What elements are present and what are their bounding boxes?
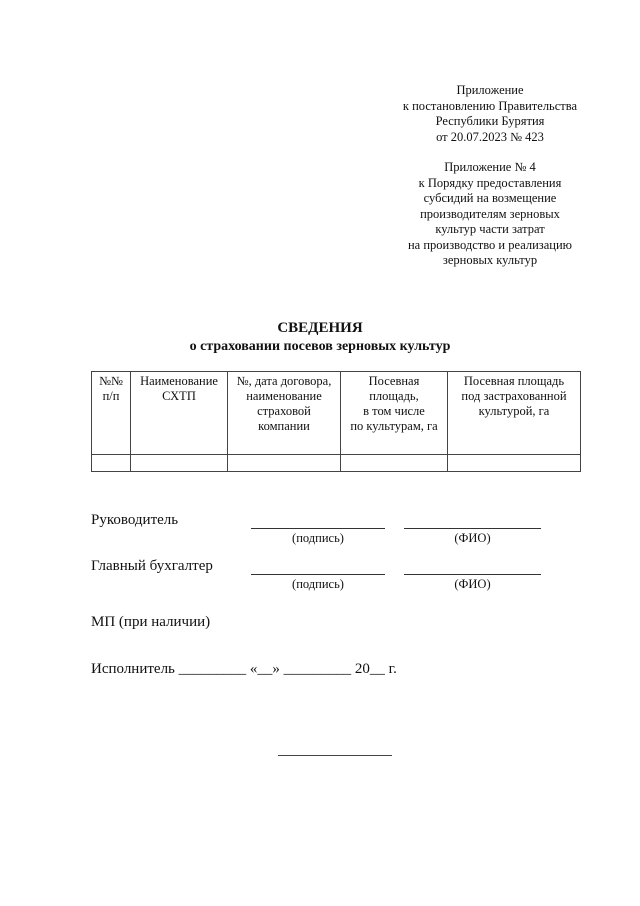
header-text: Посевная [368,374,420,388]
table-cell[interactable] [448,455,581,472]
name-caption: (ФИО) [454,577,491,591]
appendix-line: Республики Бурятия [435,114,545,128]
header-text: площадь, [369,389,419,403]
head-label: Руководитель [91,512,179,528]
table-row [92,455,581,472]
header-text: компании [258,419,310,433]
appendix-line: Приложение [456,83,524,97]
header-text: культурой, га [478,404,550,418]
appendix-line: производителям зерновых [420,206,560,221]
head-signature-line[interactable] [251,528,385,529]
header-cell-contract [228,372,341,455]
header-text: №, дата договора, [236,374,332,388]
appendix-line: от 20.07.2023 № 423 [436,129,544,144]
appendix-line: на производство и реализацию [407,237,572,252]
header-text: в том числе [363,404,425,418]
signature-caption: (подпись) [292,577,344,591]
accountant-signature-line[interactable] [251,574,385,575]
stamp-label: МП (при наличии) [91,614,211,630]
header-text: под застрахованной [461,389,567,403]
document-subtitle: о страховании посевов зерновых культур [189,339,451,354]
insurance-table [91,371,581,472]
header-text: по культурам, га [350,419,438,433]
appendix-line: субсидий на возмещение [423,191,557,205]
table-cell[interactable] [92,455,131,472]
accountant-label: Главный бухгалтер [91,558,213,574]
appendix-line: культур части затрат [435,222,545,236]
appendix-line: Приложение № 4 [444,160,536,174]
table-cell[interactable] [341,455,448,472]
name-caption: (ФИО) [454,531,491,545]
header-text: №№ [99,374,123,388]
header-text: Посевная площадь [463,374,565,388]
executor-line: Исполнитель _________ «__» _________ 20__ г. [91,661,397,677]
accountant-name-line[interactable] [404,574,541,575]
table-header-row [92,372,581,455]
header-cell-number [92,372,131,455]
header-cell-producer-name [131,372,228,455]
table-cell[interactable] [228,455,341,472]
appendix-line: к постановлению Правительства [402,98,578,113]
header-text: Наименование [140,374,218,388]
head-name-line[interactable] [404,528,541,529]
footer-separator [278,755,392,756]
appendix-header-resolution [380,83,600,145]
header-text: СХТП [162,389,196,403]
document-title: СВЕДЕНИЯ [277,320,363,336]
header-text: п/п [102,389,120,403]
table-cell[interactable] [131,455,228,472]
signature-caption: (подпись) [292,531,344,545]
appendix-line: зерновых культур [442,253,538,267]
header-text: страховой [257,404,311,418]
header-text: наименование [246,389,322,403]
appendix-line: к Порядку предоставления [418,175,562,190]
header-cell-sown-area [341,372,448,455]
header-cell-insured-area [448,372,581,455]
appendix-header-procedure [380,160,600,269]
